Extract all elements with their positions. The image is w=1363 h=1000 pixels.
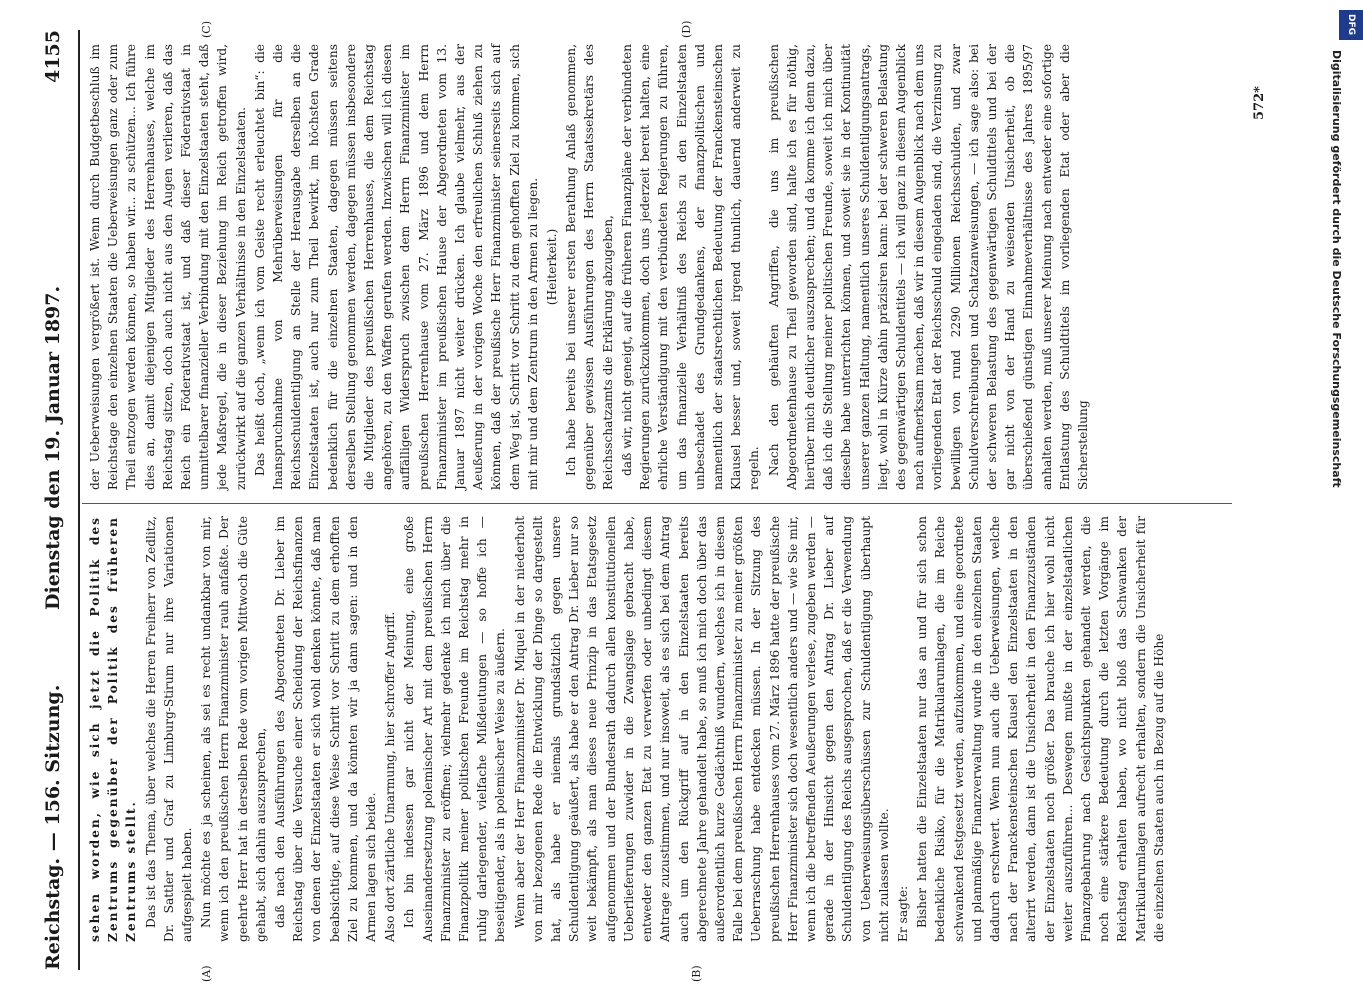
running-head-left: Reichstag. — 156. Sitzung.: [42, 684, 64, 970]
paragraph: sehen worden, wie sich jetzt die Politik des Zentrums gegenüber der Politik des früheren Zentrums stellt.: [88, 516, 139, 942]
margin-marker-c: (C): [200, 21, 213, 38]
running-head: [42, 30, 72, 970]
paragraph: der Ueberweisungen vergrößert ist. Wenn durch Budgetbeschluß im Reichstage den einzelnen Staaten die Ueberweisungen ganz oder zum Theil entzogen werden können, so haben wir... zu schützen... Ich führe dies an, damit diejenigen Mitglieder des Herrenhauses, welche im Reichstag sitzen, doch auch nicht aus den Augen verlieren, daß das Reich ein Föderativstaat ist, und daß dieser Föderativstaat in unmittelbarer finanzieller Verbindung mit den Einzelstaaten steht, daß jede Maßregel, die in dieser Beziehung im Reich getroffen wird, zurückwirkt auf die ganzen Verhältnisse in den Einzelstaaten.: [88, 44, 248, 490]
margin-marker-a: (A): [200, 965, 213, 982]
interjection: (Heiterkeit.): [545, 228, 560, 306]
signature-mark: 572*: [1252, 86, 1267, 120]
running-head-date: Dienstag den 19. Januar 1897.: [42, 285, 64, 610]
paragraph: Wenn aber der Herr Finanzminister Dr. Miquel in der niederholt von mir bezogenen Rede die Entwicklung der Dinge so dargestellt hat, als habe er niemals grundsätzlich gegen unsere Schuldentilgung geäußert, als habe er den Antrag Dr. Lieber nur so weit bekämpft, als man dieses neue Prinzip in das Etatsgesetz aufgenommen und der Bundesrath dadurch allen konstitutionellen Ueberlieferungen zuwider in die Zwangslage gebracht habe, entweder den ganzen Etat zu verwerfen oder unbedingt diesem Antrage zuzustimmen, und nur insoweit, als es sich bei dem Antrag auch um den Rückgriff auf in den Einzelstaaten bereits abgerechnete Jahre gehandelt habe, so muß ich mich doch über das außerordentlich kurze Gedächtniß wundern, welches ich in diesem Falle bei dem preußischen Herrn Finanzminister zu meiner größten Ueberraschung habe entdecken müssen. In der Sitzung des preußischen Herrenhauses vom 27. März 1896 hatte der preußische Herr Finanzminister sich doch wesentlich anders und — wie Sie mir, wenn ich die betreffenden Aeußerungen verlese, zugeben werden — gerade in der Hinsicht gegen den Antrag Dr. Lieber auf Schuldentilgung des Reichs ausgesprochen, daß er die Verwendung von Ueberweisungsüberschüssen zur Schuldentilgung überhaupt nicht zulassen wollte.: [512, 516, 891, 942]
page-number: 4155: [42, 30, 64, 83]
paragraph: Nun möchte es ja scheinen, als sei es recht undankbar von mir, wenn ich den preußischen Herrn Finanzminister rauh anfaßte. Der geehrte Herr hat in derselben Rede vom vorigen Mittwoch die Güte gehabt, sich dahin auszusprechen,: [199, 516, 268, 942]
paragraph: Also dort zärtliche Umarmung, hier schroffer Angriff.: [383, 611, 398, 942]
paragraph: Bisher hatten die Einzelstaaten nur das an und für sich schon bedenkliche Risiko, für die Matrikularumlagen, die im Reiche schwankend festgesetzt werden, aufzukommen, und eine geordnete und planmäßige Finanzverwaltung wurde in den einzelnen Staaten dadurch erschwert. Wenn nun auch die Ueberweisungen, welche nach der Franckensteinschen Klausel den Einzelstaaten in den alterirt werden, dann ist die Unsicherheit in den Finanzzuständen der Einzelstaaten noch größer. Das brauche ich hier wohl nicht weiter auszuführen... Deswegen mußte in der einzelstaatlichen Finanzgebahrung nach Gesichtspunkten gehandelt werden, die noch eine stärkere Bedeutung durch die letzten Vorgänge im Reichstag erhalten haben, wo nicht bloß das Schwanken der Matrikularumlagen aufrecht erhalten, sondern die Unsicherheit für die einzelnen Staaten auch in Bezug auf die Höhe: [915, 516, 1166, 942]
paragraph: daß wir, nicht geneigt, auf die früheren Finanzpläne der verbündeten Regierungen zurückzukommen, doch uns jederzeit bereit halten, eine ehrliche Verständigung mit den verbündeten Regierungen zu führen, um das finanzielle Verhältniß des Reichs zu den Einzelstaaten unbeschadet des Grundgedankens, der finanzpolitischen und namentlich der staatsrechtlichen Bedeutung der Franckensteinschen Klausel besser und, soweit irgend thunlich, dauernd anderweit zu regeln.: [619, 44, 762, 490]
header-rule: [78, 30, 80, 970]
paragraph: Ich habe bereits bei unserer ersten Berathung Anlaß genommen, gegenüber gewissen Ausführungen des Herrn Staatssekretärs des Reichsschatzamts die Erklärung abzugeben,: [564, 44, 615, 490]
paragraph: Nach den gehäuften Angriffen, die uns im preußischen Abgeordnetenhause zu Theil geworden sind, halte ich es für nöthig, hierüber mich deutlicher auszusprechen; und da komme ich denn dazu, daß ich die Stellung meiner politischen Freunde, soweit ich mich über dieselbe habe unterrichten können, und soweit sie in der Kontinuität unserer ganzen Haltung, namentlich unseres Schuldentilgungsantrags, liegt, wohl in Kürze dahin präzisiren kann: bei der schweren Belastung des gegenwärtigen Schuldentitels — ich will ganz in diesem Augenblick nach aufmerksam machen, daß wir in diesem Augenblick nach dem uns vorliegenden Etat der Reichsschuld eingeladen sind, die Verzinsung zu bewilligen von rund 2290 Millionen Reichsschulden, und zwar Schuldverschreibungen und Schatzanweisungen, — ich sage also: bei der schweren Belastung des gegenwärtigen Schuldtitels und bei der gar nicht von der Hand zu weisenden Unsicherheit, ob die überschießend günstigen Einnahmeverhältnisse des Jahres 1895/97 anhalten werden, muß unserer Meinung nach entweder eine sofortige Entlastung des Schuldtitels im vorliegenden Etat oder aber die Sicherstellung: [766, 44, 1090, 490]
column-divider: [82, 503, 1232, 504]
paragraph: daß nach den Ausführungen des Abgeordneten Dr. Lieber im Reichstag über die Versuche einer Scheidung der Reichsfinanzen von denen der Einzelstaaten er sich wohl denken könnte, daß man beabsichtige, auf diese Weise Schritt vor Schritt zu dem erhofften Ziel zu kommen, und da könnten wir ja dann sagen: und in den Armen lagen sich beide.: [273, 516, 379, 942]
digitization-strip: [1319, 10, 1356, 990]
left-column: [86, 516, 1266, 942]
paragraph: Das ist das Thema, über welches die Herren Freiherr von Zedlitz, Dr. Sattler und Graf zu Limburg-Stirum nur ihre Variationen aufgespielt haben.: [143, 516, 195, 942]
paragraph: Er sagte:: [895, 885, 910, 942]
margin-marker-b: (B): [690, 965, 703, 982]
paragraph: Ich bin indessen gar nicht der Meinung, eine große Auseinandersetzung polemischer Art mit dem preußischen Herrn Finanzminister zu eröffnen; vielmehr gedenke ich mich über die Finanzpolitik meiner politischen Freunde im Reichstag mehr in ruhig darlegender, vielfache Mißdeutungen — so hoffe ich — beseitigender, als in polemischer Weise zu äußern.: [402, 516, 508, 942]
right-column: [86, 44, 1266, 490]
margin-marker-d: (D): [680, 20, 693, 38]
dfg-logo: DFG: [1339, 10, 1363, 40]
paragraph: Das heißt doch, „wenn ich vom Geiste recht erleuchtet bin“: die Inanspruchnahme von Mehrüberweisungen für die Reichsschuldentilgung an Stelle der Herausgabe derselben an die Einzelstaaten ist, auch nur zum Theil bewirkt, im höchsten Grade bedenklich für die einzelnen Staaten, dagegen müssen seitens derselben Stellung genommen werden, dagegen müssen insbesondere die Mitglieder des preußischen Herrenhauses, die dem Reichstag angehören, zu den Waffen gerufen werden. Inzwischen will ich diesen auffälligen Widerspruch zwischen dem Herrn Finanzminister im preußischen Herrenhause vom 27. März 1896 und dem Herrn Finanzminister im preußischen Hause der Abgeordneten vom 13. Januar 1897 nicht weiter drücken. Ich glaube vielmehr, aus der Aeußerung in der vorigen Woche den erfreulichen Schluß ziehen zu können, daß der preußische Herr Finanzminister seinerseits sich auf dem Weg ist, Schritt vor Schritt zu dem gehofften Ziel zu kommen, sich mit mir und dem Zentrum in den Armen zu liegen.: [252, 44, 540, 490]
digitization-note: Digitalisierung gefördert durch die Deutsche Forschungsgemeinschaft: [1330, 50, 1343, 488]
